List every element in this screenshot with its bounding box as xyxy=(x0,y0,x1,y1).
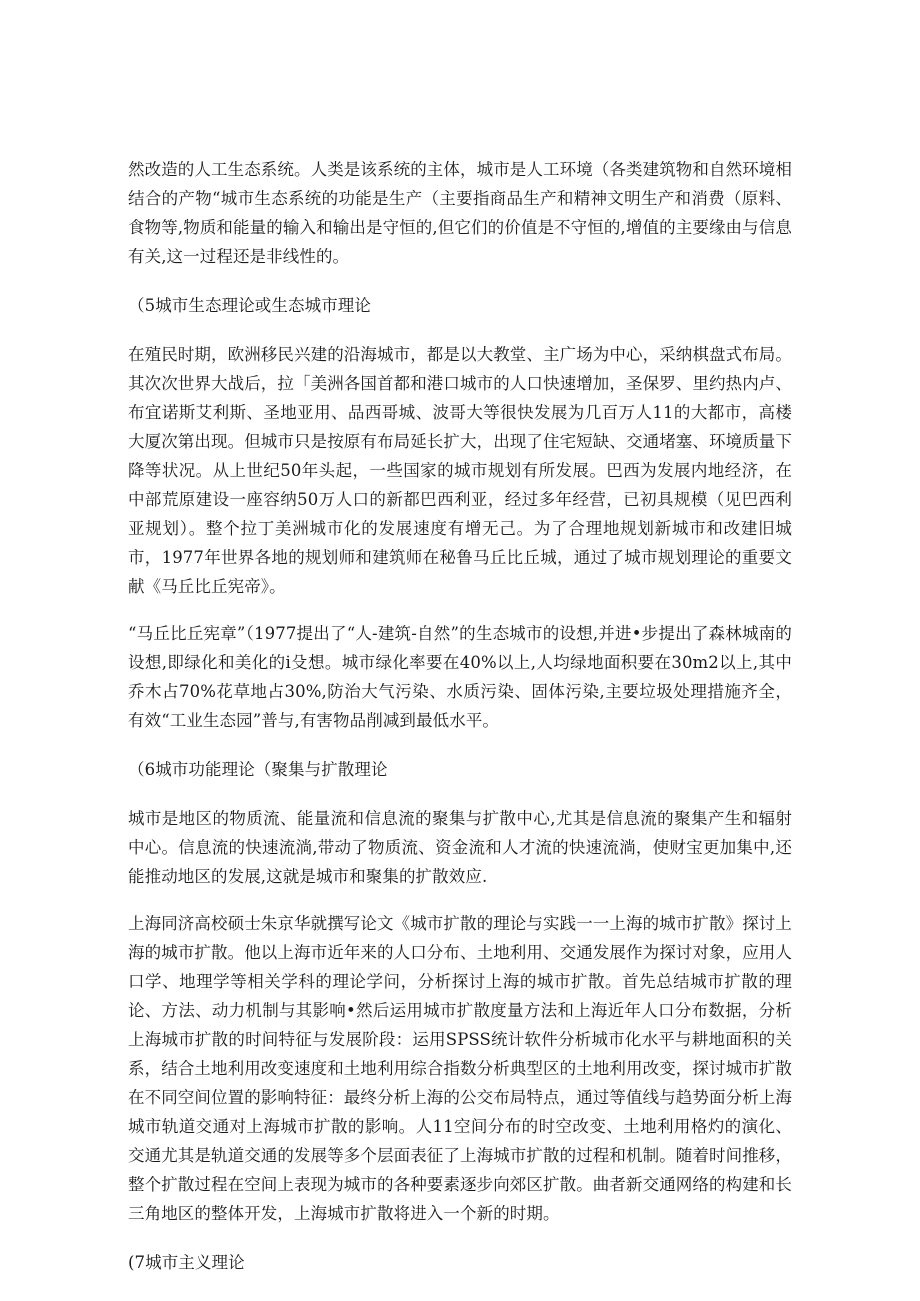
paragraph-city-function: 城市是地区的物质流、能量流和信息流的聚集与扩散中心,尤其是信息流的聚集产生和辐射中心。信息流的快速流淌,带动了物质流、资金流和人才流的快速流淌，使财宝更加集中,还能推动地区的发展,这就是城市和聚集的扩散效应. xyxy=(128,809,792,886)
document-page xyxy=(128,155,792,1277)
section-heading-6: （6城市功能理论（聚集与扩散理论 xyxy=(128,760,388,779)
section-heading-7: (7城市主义理论 xyxy=(128,1253,245,1272)
paragraph-machu-picchu-charter: “马丘比丘宪章”（1977提出了“人-建筑-自然”的生态城市的设想,并进•步提出了森林城南的设想,即绿化和美化的i殳想。城市绿化率要在40%以上,人均绿地面积要在30m2以上,其中乔木占70%花草地占30%,防治大气污染、水质污染、固体污染,主要垃圾处理措施齐全，有效“工业生态园”普与,有害物品削减到最低水平。 xyxy=(128,624,792,730)
paragraph-ecosystem: 然改造的人工生态系统。人类是该系统的主体，城市是人工环境（各类建筑物和自然环境相结合的产物“城市生态系统的功能是生产（主要指商品生产和精神文明生产和消费（原料、食物等,物质和能量的输入和输出是守恒的,但它们的价值是不守恒的,增值的主要缘由与信息有关,这一过程还是非线性的。 xyxy=(128,160,792,266)
paragraph-latin-america: 在殖民时期，欧洲移民兴建的沿海城市，都是以大教堂、主广场为中心，采纳棋盘式布局。其次次世界大战后，拉「美洲各国首都和港口城市的人口快速增加，圣保罗、里约热内卢、布宜诺斯艾利斯、圣地亚用、品西哥城、波哥大等很快发展为几百万人11的大都市，高楼大厦次第出现。但城市只是按原有布局延长扩大，出现了住宅短缺、交通堵塞、环境质量下降等状况。从上世纪50年头起，一些国家的城市规划有所发展。巴西为发展内地经济，在中部荒原建设一座容纳50万人口的新都巴西利亚，经过多年经营，已初具规模（见巴西利亚规划）。整个拉丁美洲城市化的发展速度有增无己。为了合理地规划新城市和改建旧城市，1977年世界各地的规划师和建筑师在秘鲁马丘比丘城，通过了城市规划理论的重要文献《马丘比丘宪帝》。 xyxy=(128,345,792,596)
paragraph-shanghai-diffusion: 上海同济高校硕士朱京华就撰写论文《城市扩散的理论与实践一一上海的城市扩散》探讨上海的城市扩散。他以上海市近年来的人口分布、土地利用、交通发展作为探讨对象，应用人口学、地理学等相关学科的理论学问，分析探讨上海的城市扩散。首先总结城市扩散的理论、方法、动力机制与其影响•然后运用城市扩散度量方法和上海近年人口分布数据，分析上海城市扩散的时间特征与发展阶段：运用SPSS统计软件分析城市化水平与耕地面积的关系，结合土地利用改变速度和土地利用综合指数分析典型区的土地利用改变，探讨城市扩散在不同空间位置的影响特征：最终分析上海的公交布局特点，通过等值线与趋势面分析上海城市轨道交通对上海城市扩散的影响。人11空间分布的时空改变、土地利用格灼的演化、交通尤其是轨道交通的发展等多个层面表征了上海城市扩散的过程和机制。随着时间推移，整个扩散过程在空间上表现为城市的各种要素逐步向郊区扩散。曲者新交通网络的构建和长三角地区的整体开发，上海城市扩散将进入一个新的时期。 xyxy=(128,914,792,1223)
section-heading-5: （5城市生态理论或生态城市理论 xyxy=(128,296,371,315)
